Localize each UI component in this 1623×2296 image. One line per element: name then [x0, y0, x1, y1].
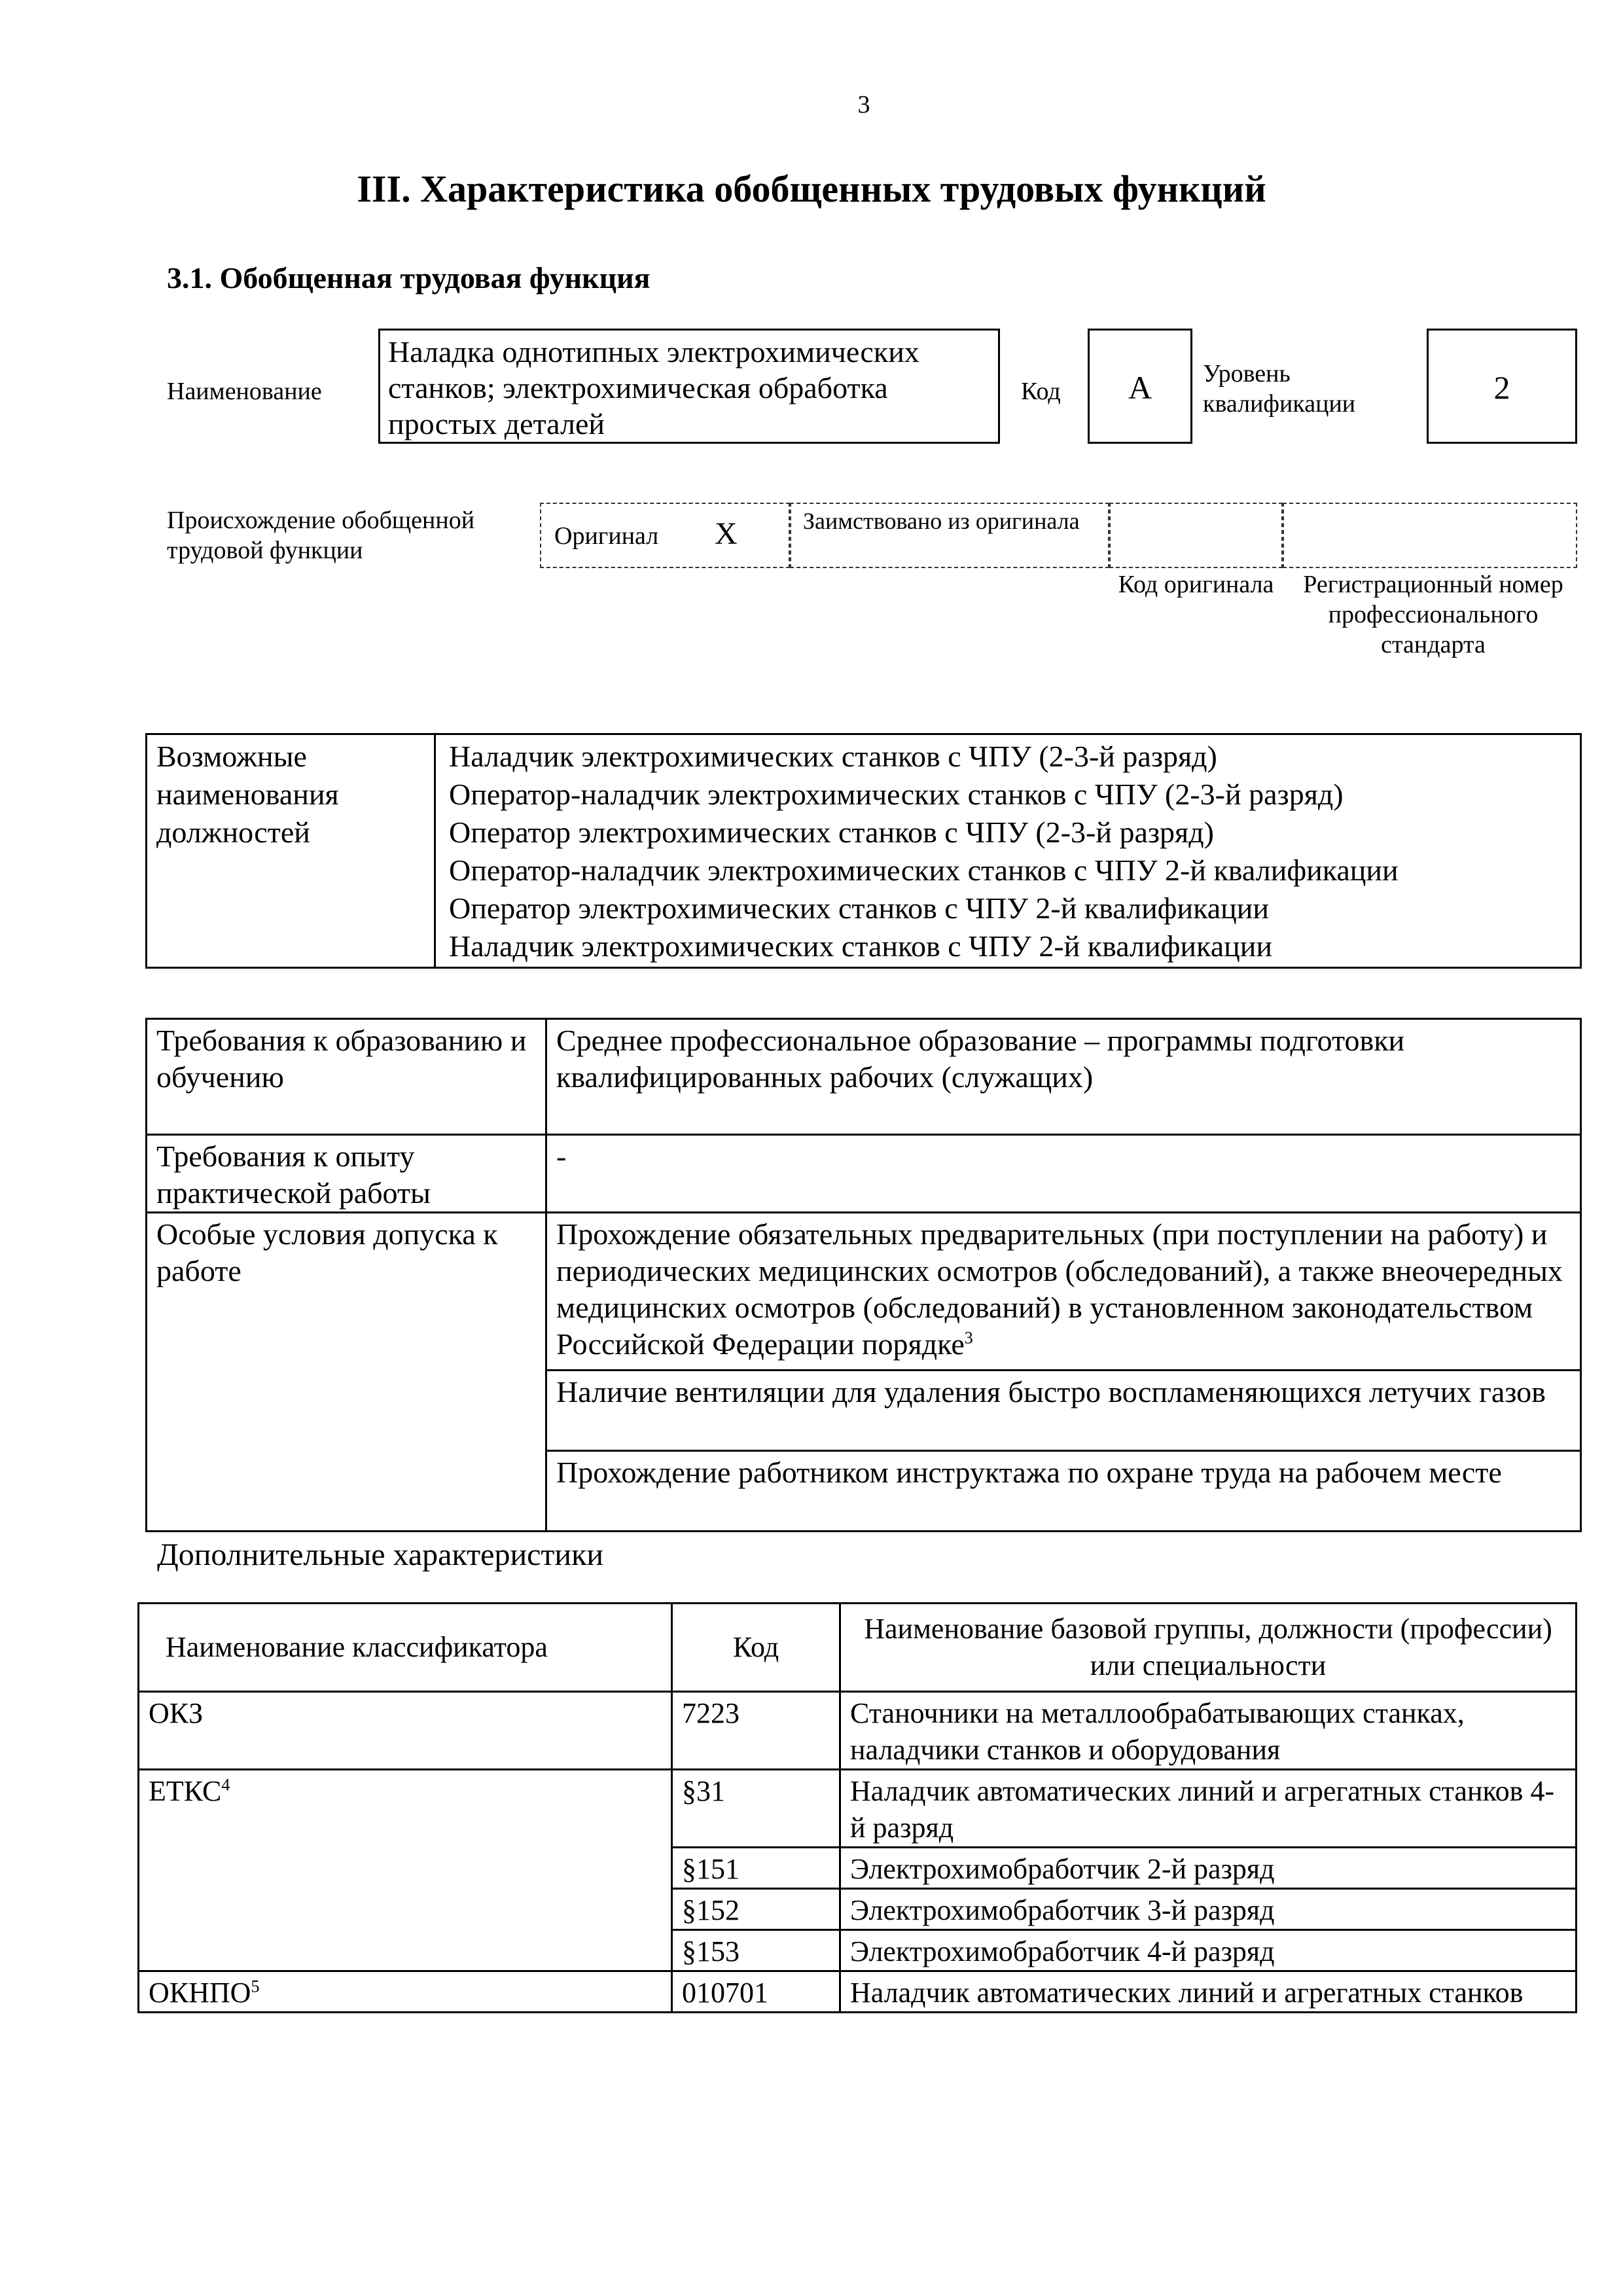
positions-table	[145, 733, 1582, 969]
additional-heading: Дополнительные характеристики	[157, 1537, 604, 1572]
origin-label: Происхождение обобщенной трудовой функции	[167, 507, 475, 564]
function-code-label: Код	[1021, 378, 1061, 405]
col-classifier-header: Наименование классификатора	[139, 1604, 672, 1692]
position-item: Наладчик электрохимических станков с ЧПУ 2-й квалификации	[449, 929, 1272, 963]
etks-code: §31	[672, 1770, 840, 1848]
special-condition-briefing: Прохождение работником инструктажа по охране труда на рабочем месте	[546, 1451, 1581, 1532]
position-item: Наладчик электрохимических станков с ЧПУ (2-3-й разряд)	[449, 740, 1217, 773]
experience-value: -	[546, 1135, 1581, 1213]
origin-code-caption: Код оригинала	[1118, 571, 1274, 598]
function-name-value: Наладка однотипных электрохимических станков; электрохимическая обработка простых деталей	[378, 329, 1000, 444]
function-name-label: Наименование	[167, 378, 322, 405]
position-item: Оператор-наладчик электрохимических станков с ЧПУ (2-3-й разряд)	[449, 778, 1344, 811]
etks-code: §152	[672, 1889, 840, 1930]
position-item: Оператор электрохимических станков с ЧПУ (2-3-й разряд)	[449, 816, 1214, 849]
okz-code: 7223	[672, 1692, 840, 1770]
qualification-level-label: Уровень квалификации	[1203, 360, 1356, 418]
positions-list	[435, 734, 1581, 968]
oknpo-name: ОКНПО$^5$	[139, 1971, 672, 2013]
origin-reg-caption: Регистрационный номер профессионального стандарта	[1303, 571, 1563, 658]
etks-title: Наладчик автоматических линий и агрегатных станков 4-й разряд	[840, 1770, 1577, 1848]
footnote-ref: 5	[251, 1977, 260, 1996]
education-label: Требования к образованию и обучению	[147, 1019, 546, 1135]
origin-original-mark: X	[715, 516, 738, 551]
function-code-value: А	[1088, 329, 1192, 444]
origin-borrowed-cell	[790, 503, 1109, 568]
footnote-ref: 3	[964, 1328, 973, 1348]
etks-code: §151	[672, 1848, 840, 1889]
footnote-ref: 4	[221, 1775, 230, 1795]
oknpo-code: 010701	[672, 1971, 840, 2013]
education-value: Среднее профессиональное образование – программы подготовки квалифицированных рабочих (служащих)	[546, 1019, 1581, 1135]
special-condition-medical: Прохождение обязательных предварительных (при поступлении на работу) и периодических медицинских осмотров (обследований), а также внеочередных медицинских осмотров (обследований) в установленном законодательством Российской Федерации порядке$^3$	[546, 1213, 1581, 1371]
origin-reg-number-cell	[1283, 503, 1577, 568]
oknpo-title: Наладчик автоматических линий и агрегатных станков	[840, 1971, 1577, 2013]
experience-label: Требования к опыту практической работы	[147, 1135, 546, 1213]
etks-title: Электрохимобработчик 3-й разряд	[840, 1889, 1577, 1930]
origin-original-cell	[540, 503, 790, 568]
okz-title: Станочники на металлообрабатывающих станках, наладчики станков и оборудования	[840, 1692, 1577, 1770]
qualification-level-value: 2	[1427, 329, 1577, 444]
position-item: Оператор-наладчик электрохимических станков с ЧПУ 2-й квалификации	[449, 853, 1399, 887]
subsection-title: 3.1. Обобщенная трудовая функция	[167, 261, 651, 295]
section-title: III. Характеристика обобщенных трудовых функций	[357, 168, 1266, 210]
col-code-header: Код	[672, 1604, 840, 1692]
origin-borrowed-label: Заимствовано из оригинала	[803, 508, 1080, 534]
classifiers-table	[137, 1602, 1577, 2013]
etks-code: §153	[672, 1930, 840, 1971]
requirements-table	[145, 1018, 1582, 1532]
position-item: Оператор электрохимических станков с ЧПУ 2-й квалификации	[449, 891, 1270, 925]
special-conditions-label: Особые условия допуска к работе	[147, 1213, 546, 1532]
col-name-header: Наименование базовой группы, должности (профессии) или специальности	[840, 1604, 1577, 1692]
etks-name: ЕТКС$^4$	[139, 1770, 672, 1971]
positions-label: Возможные наименования должностей	[147, 734, 435, 968]
etks-title: Электрохимобработчик 2-й разряд	[840, 1848, 1577, 1889]
special-condition-ventilation: Наличие вентиляции для удаления быстро воспламеняющихся летучих газов	[546, 1371, 1581, 1451]
page-number: 3	[857, 91, 870, 118]
origin-code-cell	[1109, 503, 1283, 568]
okz-name: ОКЗ	[139, 1692, 672, 1770]
etks-title: Электрохимобработчик 4-й разряд	[840, 1930, 1577, 1971]
origin-original-label: Оригинал	[554, 522, 659, 550]
